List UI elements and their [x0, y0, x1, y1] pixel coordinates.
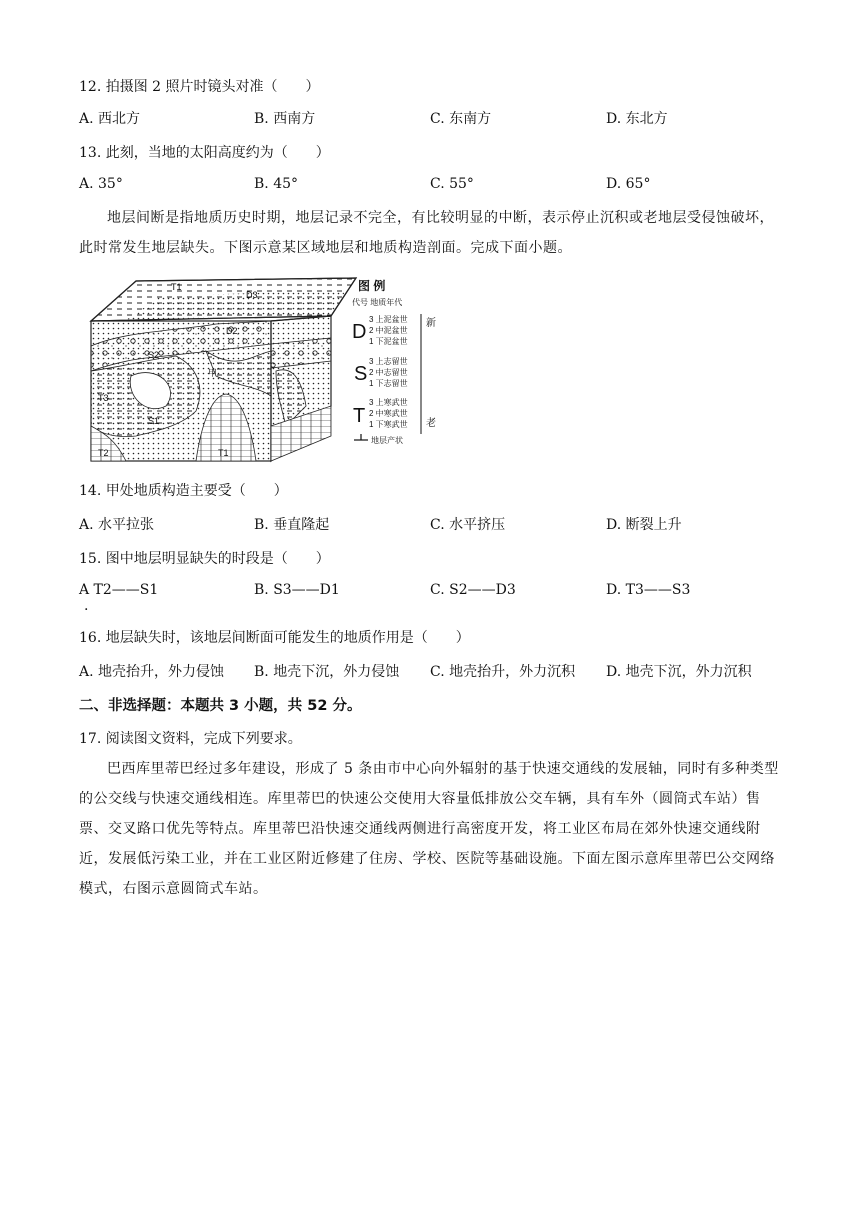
strike-dip-symbol-icon — [354, 434, 368, 440]
q16-option-b: B. 地壳下沉，外力侵蚀 — [254, 664, 400, 680]
label-s1: S1 — [148, 416, 160, 426]
legend-t-1: 1 下寒武世 — [369, 420, 408, 429]
legend-d-2: 2 中泥盆世 — [369, 326, 408, 335]
q12-option-a: A. 西北方 — [79, 111, 141, 127]
block-side-face — [271, 316, 331, 461]
legend-attitude: 地层产状 — [371, 436, 403, 445]
label-t1-bottom: T1 — [218, 448, 229, 458]
geology-block-diagram — [86, 276, 446, 466]
figure-legend — [352, 278, 436, 445]
legend-s-3: 3 上志留世 — [369, 357, 408, 366]
q15-option-c: C. S2——D3 — [430, 582, 516, 598]
q14-option-a: A. 水平拉张 — [79, 517, 155, 533]
label-t3: T3 — [98, 393, 109, 403]
question-13-stem: 13. 此刻，当地的太阳高度约为（ ） — [79, 145, 330, 161]
legend-code-t: T — [353, 405, 366, 427]
question-15-stem: 15. 图中地层明显缺失的时段是（ ） — [79, 551, 330, 567]
block-front-face — [91, 321, 271, 461]
q17-paragraph — [79, 754, 785, 904]
label-d2: D2 — [226, 326, 238, 336]
legend-old: 老 — [426, 418, 436, 429]
q13-option-b: B. 45° — [254, 176, 299, 192]
question-17-stem: 17. 阅读图文资料，完成下列要求。 — [79, 731, 302, 747]
intro-paragraph — [79, 203, 785, 263]
section-2-heading: 二、非选择题：本题共 3 小题，共 52 分。 — [79, 698, 362, 714]
q15-option-b: B. S3——D1 — [254, 582, 340, 598]
q15-option-d: D. T3——S3 — [606, 582, 691, 598]
legend-t-2: 2 中寒武世 — [369, 409, 408, 418]
legend-d-1: 1 下泥盆世 — [369, 337, 408, 346]
q13-option-a: A. 35° — [79, 176, 123, 192]
label-jia: 甲 — [208, 368, 218, 378]
q16-option-c: C. 地壳抬升，外力沉积 — [430, 664, 576, 680]
q14-option-c: C. 水平挤压 — [430, 517, 506, 533]
question-14-stem: 14. 甲处地质构造主要受（ ） — [79, 483, 288, 499]
label-s2: S2 — [148, 350, 160, 360]
question-16-stem: 16. 地层缺失时，该地层间断面可能发生的地质作用是（ ） — [79, 630, 470, 646]
legend-new: 新 — [426, 318, 436, 329]
legend-code-s: S — [354, 363, 368, 385]
q12-option-d: D. 东北方 — [606, 111, 668, 127]
q16-option-d: D. 地壳下沉，外力沉积 — [606, 664, 752, 680]
q12-option-c: C. 东南方 — [430, 111, 492, 127]
q17-paragraph-text: 巴西库里蒂巴经过多年建设，形成了 5 条由市中心向外辐射的基于快速交通线的发展轴，同时有多种类型的公交线与快速交通线相连。库里蒂巴的快速公交使用大容量低排放公交车辆，具有车外（圆筒式车站）售票、交叉路口优先等特点。库里蒂巴沿快速交通线两侧进行高密度开发，将工业区布局在郊外快速交通线附近，发展低污染工业，并在工业区附近修建了住房、学校、医院等基础设施。下面左图示意库里蒂巴公交网络模式，右图示意圆筒式车站。 — [79, 761, 779, 897]
stray-dot: . — [84, 598, 89, 614]
legend-header: 代号 地质年代 — [352, 298, 403, 307]
q12-option-b: B. 西南方 — [254, 111, 316, 127]
intro-paragraph-text: 地层间断是指地质历史时期，地层记录不完全，有比较明显的中断，表示停止沉积或老地层受侵蚀破坏，此时常发生地层缺失。下图示意某区域地层和地质构造剖面。完成下面小题。 — [79, 210, 774, 256]
legend-s-2: 2 中志留世 — [369, 368, 408, 377]
q13-option-c: C. 55° — [430, 176, 474, 192]
legend-code-d: D — [352, 321, 367, 343]
q15-option-a: A T2——S1 — [79, 582, 159, 598]
block-top-face — [91, 278, 356, 321]
q14-option-d: D. 断裂上升 — [606, 517, 682, 533]
label-t2: T2 — [98, 448, 109, 458]
legend-t-3: 3 上寒武世 — [369, 398, 408, 407]
question-12-stem: 12. 拍摄图 2 照片时镜头对准（ ） — [79, 79, 320, 95]
q14-option-b: B. 垂直隆起 — [254, 517, 330, 533]
label-d3: D3 — [246, 290, 258, 300]
q16-option-a: A. 地壳抬升，外力侵蚀 — [79, 664, 225, 680]
legend-title: 图 例 — [358, 279, 386, 293]
legend-s-1: 1 下志留世 — [369, 379, 408, 388]
legend-d-3: 3 上泥盆世 — [369, 315, 408, 324]
q13-option-d: D. 65° — [606, 176, 651, 192]
label-t1-top: T1 — [171, 282, 182, 292]
